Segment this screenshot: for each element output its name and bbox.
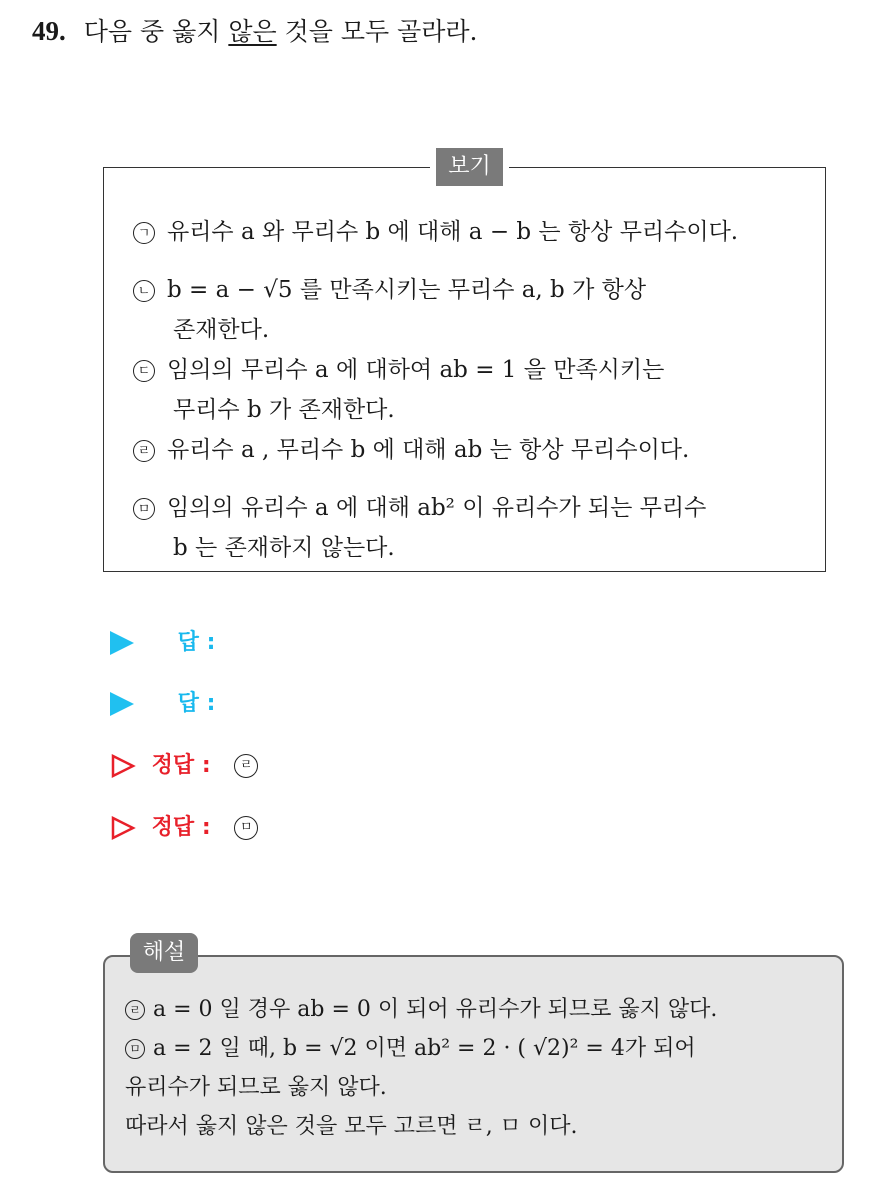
correct-answer-row-1 bbox=[110, 748, 258, 779]
bogi-item-mark: ㅁ bbox=[133, 498, 155, 520]
explanation-line-1 bbox=[125, 992, 717, 1023]
bogi-item-line1: 임의의 무리수 a 에 대하여 ab = 1 을 만족시키는 bbox=[167, 357, 665, 383]
bogi-item-line1: 임의의 유리수 a 에 대해 ab² 이 유리수가 되는 무리수 bbox=[167, 495, 707, 521]
question-text bbox=[84, 17, 478, 46]
explanation-label: 해설 bbox=[130, 933, 198, 973]
answer-label: 답 : bbox=[177, 691, 216, 716]
filled-triangle-icon bbox=[110, 631, 134, 655]
outline-triangle-icon bbox=[110, 815, 136, 841]
bogi-item-2 bbox=[133, 270, 646, 350]
explanation-line-3 bbox=[125, 1070, 387, 1101]
filled-triangle-icon bbox=[110, 692, 134, 716]
explanation-line-2 bbox=[125, 1031, 696, 1062]
answer-row-1 bbox=[110, 625, 215, 656]
bogi-item-line2: 존재한다. bbox=[173, 317, 270, 343]
bogi-item-line2: b 는 존재하지 않는다. bbox=[173, 535, 395, 561]
bogi-item-3 bbox=[133, 350, 664, 430]
answer-label: 답 : bbox=[177, 630, 216, 655]
outline-triangle-icon bbox=[110, 753, 136, 779]
bogi-item-line2: 무리수 b 가 존재한다. bbox=[173, 397, 395, 423]
explanation-text: 유리수가 되므로 옳지 않다. bbox=[125, 1075, 387, 1100]
bogi-item-1 bbox=[133, 212, 738, 252]
bogi-label: 보기 bbox=[430, 148, 509, 186]
bogi-item-line1: b = a − √5 를 만족시키는 무리수 a, b 가 항상 bbox=[167, 277, 647, 303]
explanation-mark: ㄹ bbox=[125, 1000, 145, 1020]
bogi-item-5 bbox=[133, 488, 706, 568]
question-header bbox=[32, 12, 478, 48]
bogi-item-4 bbox=[133, 430, 689, 470]
explanation-box bbox=[103, 955, 844, 1173]
explanation-text: 따라서 옳지 않은 것을 모두 고르면 ㄹ, ㅁ 이다. bbox=[125, 1114, 578, 1139]
correct-answer-row-2 bbox=[110, 810, 258, 841]
correct-answer-value: ㅁ bbox=[234, 816, 258, 840]
explanation-text: a = 0 일 경우 ab = 0 이 되어 유리수가 되므로 옳지 않다. bbox=[153, 997, 718, 1022]
correct-answer-label: 정답 : bbox=[151, 753, 211, 778]
question-number: 49. bbox=[32, 16, 66, 46]
explanation-mark: ㅁ bbox=[125, 1039, 145, 1059]
question-text-underlined: 않은 bbox=[228, 17, 277, 46]
bogi-item-mark: ㄱ bbox=[133, 222, 155, 244]
question-text-before: 다음 중 옳지 bbox=[83, 17, 229, 46]
explanation-line-4 bbox=[125, 1109, 577, 1140]
bogi-item-line1: 유리수 a , 무리수 b 에 대해 ab 는 항상 무리수이다. bbox=[167, 437, 690, 463]
bogi-item-line1: 유리수 a 와 무리수 b 에 대해 a − b 는 항상 무리수이다. bbox=[167, 219, 739, 245]
bogi-item-mark: ㄷ bbox=[133, 360, 155, 382]
correct-answer-value: ㄹ bbox=[234, 754, 258, 778]
answer-row-2 bbox=[110, 686, 215, 717]
bogi-item-mark: ㄹ bbox=[133, 440, 155, 462]
question-text-after: 것을 모두 골라라. bbox=[276, 17, 478, 46]
correct-answer-label: 정답 : bbox=[151, 815, 211, 840]
bogi-item-mark: ㄴ bbox=[133, 280, 155, 302]
explanation-text: a = 2 일 때, b = √2 이면 ab² = 2 · ( √2)² = 4가 되어 bbox=[153, 1036, 696, 1061]
